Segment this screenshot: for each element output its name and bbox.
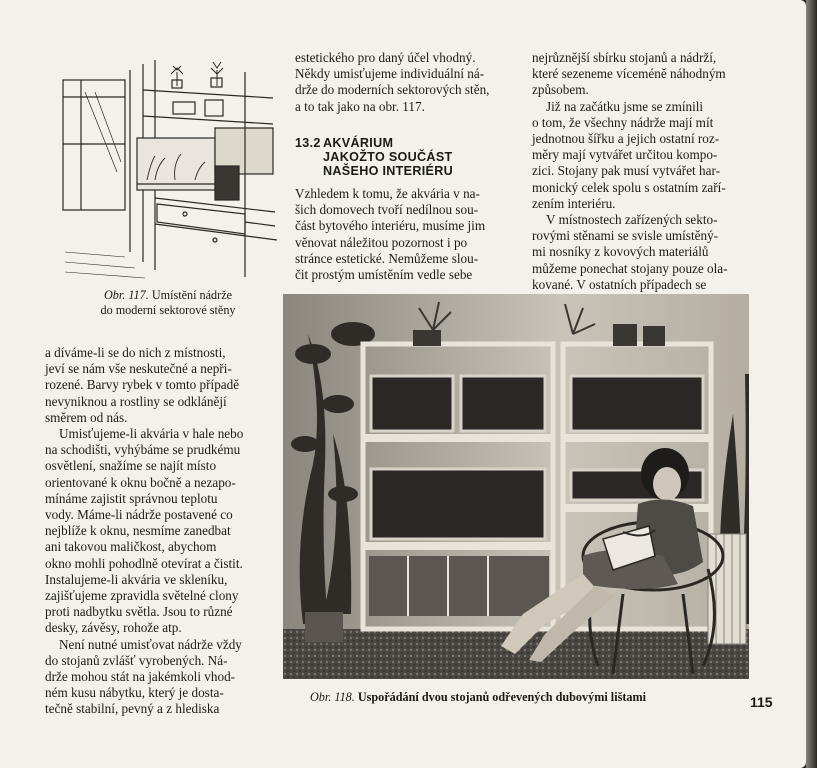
text-line: a díváme-li se do nich z místnosti, <box>45 345 226 360</box>
text-line: proti nadbytku světla. Jsou to různé <box>45 604 233 620</box>
section-title-line: JAKOŽTO SOUČÁST <box>323 150 453 164</box>
text-line: na schodišti, vyhýbáme se prudkému <box>45 442 241 458</box>
column-center-body <box>295 186 517 283</box>
text-line: jeví se nám vše neskutečné a nepři- <box>45 361 232 377</box>
text-line: osvětlení, snažíme se najít místo <box>45 458 217 474</box>
text-line: Již na začátku jsme se zmínili <box>546 98 704 114</box>
section-heading <box>295 136 517 178</box>
page-edge <box>806 0 817 768</box>
section-title-line: AKVÁRIUM <box>323 136 394 150</box>
page-number: 115 <box>750 694 773 710</box>
text-line: monický celek spolu s ostatním zaří- <box>532 179 726 195</box>
text-line: můžeme ponechat stojany pouze ola- <box>532 260 728 276</box>
text-line: o tom, že všechny nádrže mají mít <box>532 114 714 130</box>
text-line: do stojanů zvlášť vyrobených. Ná- <box>45 652 228 668</box>
text-line: orientované k oknu bočně a nezapo- <box>45 474 236 490</box>
figure-118-caption-text: Uspořádání dvou stojanů odřevených dubovými lištami <box>354 690 647 704</box>
text-line: drže do moderních sektorových stěn, <box>295 82 490 98</box>
figure-118-caption <box>310 690 750 705</box>
text-line: jednotnou šířku a jejich ostatní roz- <box>532 131 720 147</box>
text-line: a to tak jako na obr. 117. <box>295 98 425 114</box>
text-line: Umisťujeme-li akvária v hale nebo <box>59 426 244 442</box>
text-line: mínáme zajistit správnou teplotu <box>45 490 218 506</box>
text-line: Není nutné umisťovat nádrže vždy <box>59 636 242 652</box>
text-line: šich domovech tvoří nedílnou sou- <box>295 202 479 218</box>
figure-118-label: Obr. 118. <box>310 690 355 704</box>
text-line: tečně stabilní, pevný a z hlediska <box>45 701 220 717</box>
text-line: okno mohli pohodlně otevírat a čistit. <box>45 555 243 571</box>
column-left <box>45 345 273 718</box>
text-line: mi nosníky z kovových materiálů <box>532 244 709 260</box>
column-center-top <box>295 50 517 115</box>
text-line: rovými stěnami se svisle umístěný- <box>532 228 719 244</box>
text-line: zajišťujeme zpravidla světelné clony <box>45 588 239 604</box>
text-line: desky, závěsy, rohože atp. <box>45 620 182 636</box>
figure-118-photo <box>283 294 749 679</box>
text-line: které sezeneme víceméně náhodným <box>532 66 726 82</box>
text-line: V místnostech zařízených sekto- <box>546 212 718 228</box>
text-line: ani takovou maličkost, abychom <box>45 539 217 555</box>
text-line: část bytového interiéru, musíme jim <box>295 218 486 234</box>
text-line: způsobem. <box>532 82 589 98</box>
text-line: ném kusu nábytku, který je dosta- <box>45 685 224 701</box>
section-number: 13.2 <box>295 136 321 150</box>
text-line: Instalujeme-li akvária ve skleníku, <box>45 571 228 587</box>
text-line: nejrůznější sbírku stojanů a nádrží, <box>532 50 717 65</box>
figure-117-drawing <box>55 52 280 284</box>
text-line: vody. Máme-li nádrže postavené co <box>45 507 233 523</box>
text-line: kované. V ostatních případech se <box>532 276 707 292</box>
text-line: čit prostým umístěním vedle sebe <box>295 267 473 283</box>
text-line: zením interiéru. <box>532 195 616 211</box>
text-line: rozené. Barvy rybek v tomto případě <box>45 377 240 393</box>
text-line: Vzhledem k tomu, že akvária v na- <box>295 186 480 201</box>
figure-117-caption-line1: Umístění nádrže <box>148 288 233 302</box>
text-line: směrem od nás. <box>45 409 128 425</box>
section-title-line: NAŠEHO INTERIÉRU <box>323 164 454 178</box>
text-line: stránce estetické. Nemůžeme slou- <box>295 250 479 266</box>
figure-117-caption-line2: do moderní sektorové stěny <box>100 303 236 317</box>
column-right <box>532 50 760 293</box>
text-line: měry mají vytvářet určitou kompo- <box>532 147 718 163</box>
text-line: nevyniknou a rostliny se odklánějí <box>45 393 227 409</box>
figure-117-caption <box>58 288 278 318</box>
text-line: věnovat náležitou pozornost i po <box>295 234 468 250</box>
text-line: Někdy umisťujeme individuální ná- <box>295 66 485 82</box>
text-line: drže mohou stát na jakémkoli vhod- <box>45 669 236 685</box>
text-line: estetického pro daný účel vhodný. <box>295 50 476 65</box>
figure-117-label: Obr. 117. <box>103 288 149 302</box>
text-line: nejblíže k oknu, nesmíme zanedbat <box>45 523 231 539</box>
text-line: zici. Stojany pak musí vytvářet har- <box>532 163 720 179</box>
